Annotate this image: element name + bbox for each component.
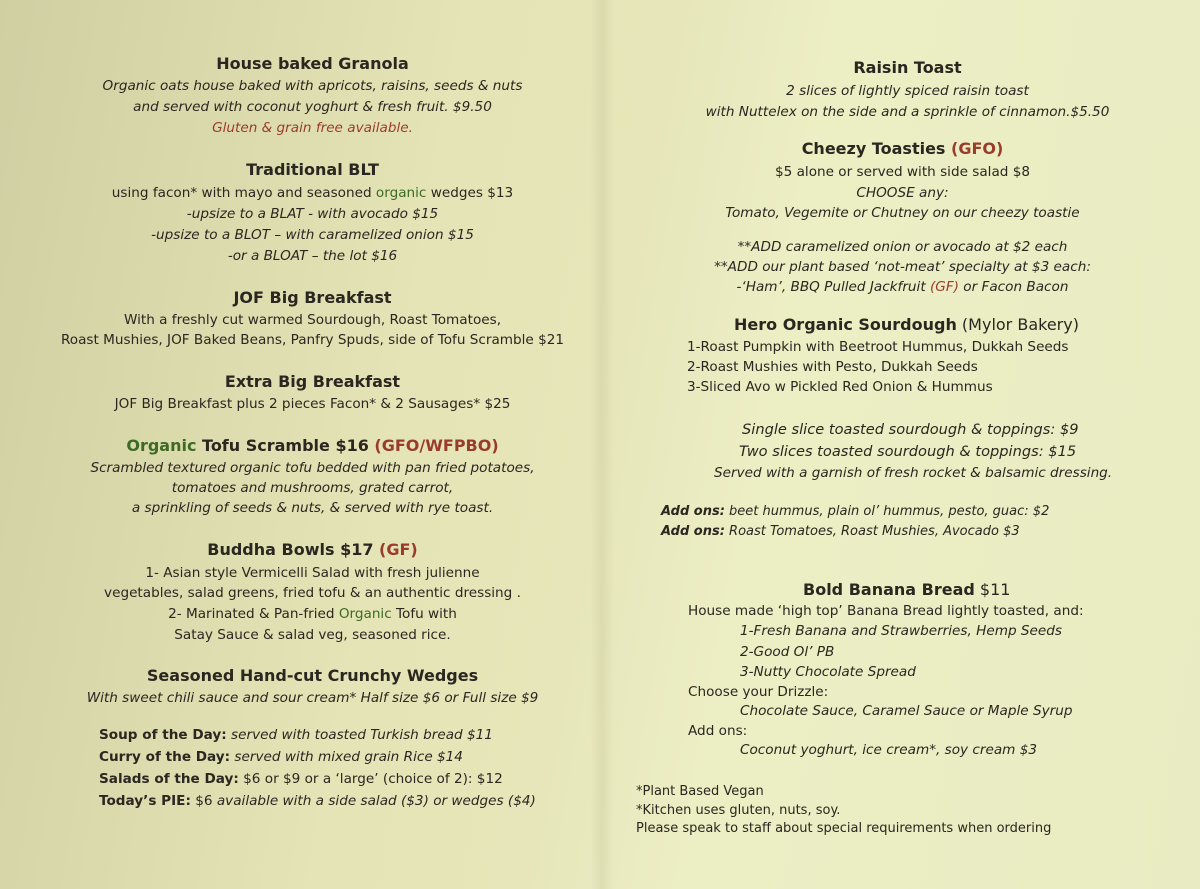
banana-opt-3: 3-Nutty Chocolate Spread xyxy=(740,664,916,680)
granola-desc-2: and served with coconut yoghurt & fresh fruit. $9.50 xyxy=(133,99,492,115)
cheezy-price: $5 alone or served with side salad $8 xyxy=(774,164,1031,180)
tofu-organic: Organic xyxy=(126,436,197,455)
cheezy-add-2: **ADD our plant based ‘not-meat’ specialty at $3 each: xyxy=(714,259,1091,275)
hero-addons-2 xyxy=(661,523,1020,541)
blt-blot: -upsize to a BLOT – with caramelized onion $15 xyxy=(151,227,474,243)
hero-bakery: (Mylor Bakery) xyxy=(956,315,1079,334)
raisin-desc-1: 2 slices of lightly spiced raisin toast xyxy=(786,83,1029,99)
addons-label: Add ons: xyxy=(661,504,725,519)
granola-title: House baked Granola xyxy=(216,54,409,73)
special-label: Soup of the Day: xyxy=(99,727,227,743)
hero-item-2: 2-Roast Mushies with Pesto, Dukkah Seeds xyxy=(687,359,978,375)
buddha-title-main: Buddha Bowls $17 xyxy=(207,540,380,559)
buddha-item-1b: vegetables, salad greens, fried tofu & an authentic dressing . xyxy=(104,585,521,601)
tofu-title xyxy=(0,436,625,456)
granola-note: Gluten & grain free available. xyxy=(212,120,413,136)
blt-desc-1b: wedges $13 xyxy=(426,185,514,201)
buddha-item-2b: Satay Sauce & salad veg, seasoned rice. xyxy=(174,627,451,643)
granola-desc-1: Organic oats house baked with apricots, raisins, seeds & nuts xyxy=(102,78,523,94)
special-salads xyxy=(99,770,503,788)
hero-addons-1 xyxy=(661,503,1049,521)
banana-drizzle-label: Choose your Drizzle: xyxy=(688,684,829,700)
hero-item-3: 3-Sliced Avo w Pickled Red Onion & Hummus xyxy=(687,379,993,395)
big-breakfast-title: JOF Big Breakfast xyxy=(233,288,392,307)
tofu-desc-3: a sprinkling of seeds & nuts, & served with rye toast. xyxy=(131,500,494,516)
banana-drizzle: Chocolate Sauce, Caramel Sauce or Maple Syrup xyxy=(740,703,1073,719)
cheezy-add-tag: (GF) xyxy=(929,279,959,295)
tofu-title-main: Tofu Scramble $16 xyxy=(196,436,375,455)
special-soup xyxy=(99,726,493,744)
buddha-item-1a: 1- Asian style Vermicelli Salad with fresh julienne xyxy=(145,565,480,581)
buddha-organic: Organic xyxy=(338,606,392,622)
tofu-desc-2: tomatoes and mushrooms, grated carrot, xyxy=(171,480,454,496)
special-text: available with a side salad ($3) or wedges ($4) xyxy=(216,793,536,809)
blt-desc-1 xyxy=(0,184,625,202)
raisin-desc-2: with Nuttelex on the side and a sprinkle of cinnamon.$5.50 xyxy=(705,104,1110,120)
banana-price: $11 xyxy=(974,580,1011,599)
hero-title-main: Hero Organic Sourdough xyxy=(734,315,957,334)
special-label: Salads of the Day: xyxy=(99,771,239,787)
blt-desc-1a: using facon* with mayo and seasoned xyxy=(111,185,376,201)
footer-allergens: *Kitchen uses gluten, nuts, soy. xyxy=(636,803,841,818)
addons-text: Roast Tomatoes, Roast Mushies, Avocado $3 xyxy=(724,524,1020,539)
buddha-title xyxy=(0,540,625,560)
addons-text: beet hummus, plain ol’ hummus, pesto, guac: $2 xyxy=(724,504,1050,519)
hero-item-1: 1-Roast Pumpkin with Beetroot Hummus, Dukkah Seeds xyxy=(687,339,1069,355)
wedges-title: Seasoned Hand-cut Crunchy Wedges xyxy=(146,666,479,685)
hero-price-2: Two slices toasted sourdough & toppings: $15 xyxy=(739,443,1077,460)
special-text: served with mixed grain Rice $14 xyxy=(230,749,463,765)
extra-big-desc: JOF Big Breakfast plus 2 pieces Facon* & 2 Sausages* $25 xyxy=(114,396,511,412)
special-price: $6 xyxy=(190,793,217,809)
big-breakfast-desc-1: With a freshly cut warmed Sourdough, Roast Tomatoes, xyxy=(123,312,502,328)
banana-title-main: Bold Banana Bread xyxy=(803,580,975,599)
banana-title xyxy=(803,580,1010,600)
banana-desc: House made ‘high top’ Banana Bread lightly toasted, and: xyxy=(688,603,1084,619)
cheezy-title-main: Cheezy Toasties xyxy=(801,139,952,158)
blt-blat: -upsize to a BLAT - with avocado $15 xyxy=(186,206,439,222)
extra-big-title: Extra Big Breakfast xyxy=(224,372,401,391)
cheezy-add-1: **ADD caramelized onion or avocado at $2 each xyxy=(737,239,1068,255)
cheezy-add-3 xyxy=(620,278,1185,296)
tofu-desc-1: Scrambled textured organic tofu bedded with pan fried potatoes, xyxy=(90,460,535,476)
hero-title xyxy=(734,315,1079,335)
special-label: Curry of the Day: xyxy=(99,749,231,765)
cheezy-title xyxy=(620,139,1185,159)
buddha-item-2a-pre: 2- Marinated & Pan-fried xyxy=(168,606,339,622)
hero-garnish: Served with a garnish of fresh rocket & balsamic dressing. xyxy=(714,465,1113,481)
hero-price-1: Single slice toasted sourdough & toppings: $9 xyxy=(742,421,1079,438)
banana-opt-1: 1-Fresh Banana and Strawberries, Hemp Seeds xyxy=(740,623,1062,639)
blt-bloat: -or a BLOAT – the lot $16 xyxy=(227,248,398,264)
blt-title: Traditional BLT xyxy=(246,160,379,179)
footer-requirements: Please speak to staff about special requirements when ordering xyxy=(636,821,1052,836)
big-breakfast-desc-2: Roast Mushies, JOF Baked Beans, Panfry Spuds, side of Tofu Scramble $21 xyxy=(60,332,565,348)
banana-opt-2: 2-Good Ol’ PB xyxy=(740,644,835,660)
cheezy-add-3a: -‘Ham’, BBQ Pulled Jackfruit xyxy=(736,279,930,295)
special-text: $6 or $9 or a ‘large’ (choice of 2): $12 xyxy=(238,771,503,787)
banana-addons: Coconut yoghurt, ice cream*, soy cream $3 xyxy=(740,742,1038,758)
buddha-tag: (GF) xyxy=(379,540,418,559)
cheezy-tag: (GFO) xyxy=(951,139,1004,158)
cheezy-choose: CHOOSE any: xyxy=(856,185,949,201)
buddha-item-2a xyxy=(0,605,625,623)
cheezy-add-3b: or Facon Bacon xyxy=(958,279,1069,295)
special-pie xyxy=(99,792,536,810)
wedges-desc: With sweet chili sauce and sour cream* Half size $6 or Full size $9 xyxy=(86,690,539,706)
tofu-tag: (GFO/WFPBO) xyxy=(374,436,499,455)
blt-organic: organic xyxy=(375,185,427,201)
addons-label: Add ons: xyxy=(661,524,725,539)
banana-addons-label: Add ons: xyxy=(688,723,748,739)
raisin-title: Raisin Toast xyxy=(853,58,962,77)
special-label: Today’s PIE: xyxy=(99,793,191,809)
cheezy-options: Tomato, Vegemite or Chutney on our cheezy toastie xyxy=(725,205,1080,221)
footer-vegan: *Plant Based Vegan xyxy=(636,784,764,799)
special-curry xyxy=(99,748,463,766)
buddha-item-2a-post: Tofu with xyxy=(391,606,457,622)
special-text: served with toasted Turkish bread $11 xyxy=(226,727,493,743)
